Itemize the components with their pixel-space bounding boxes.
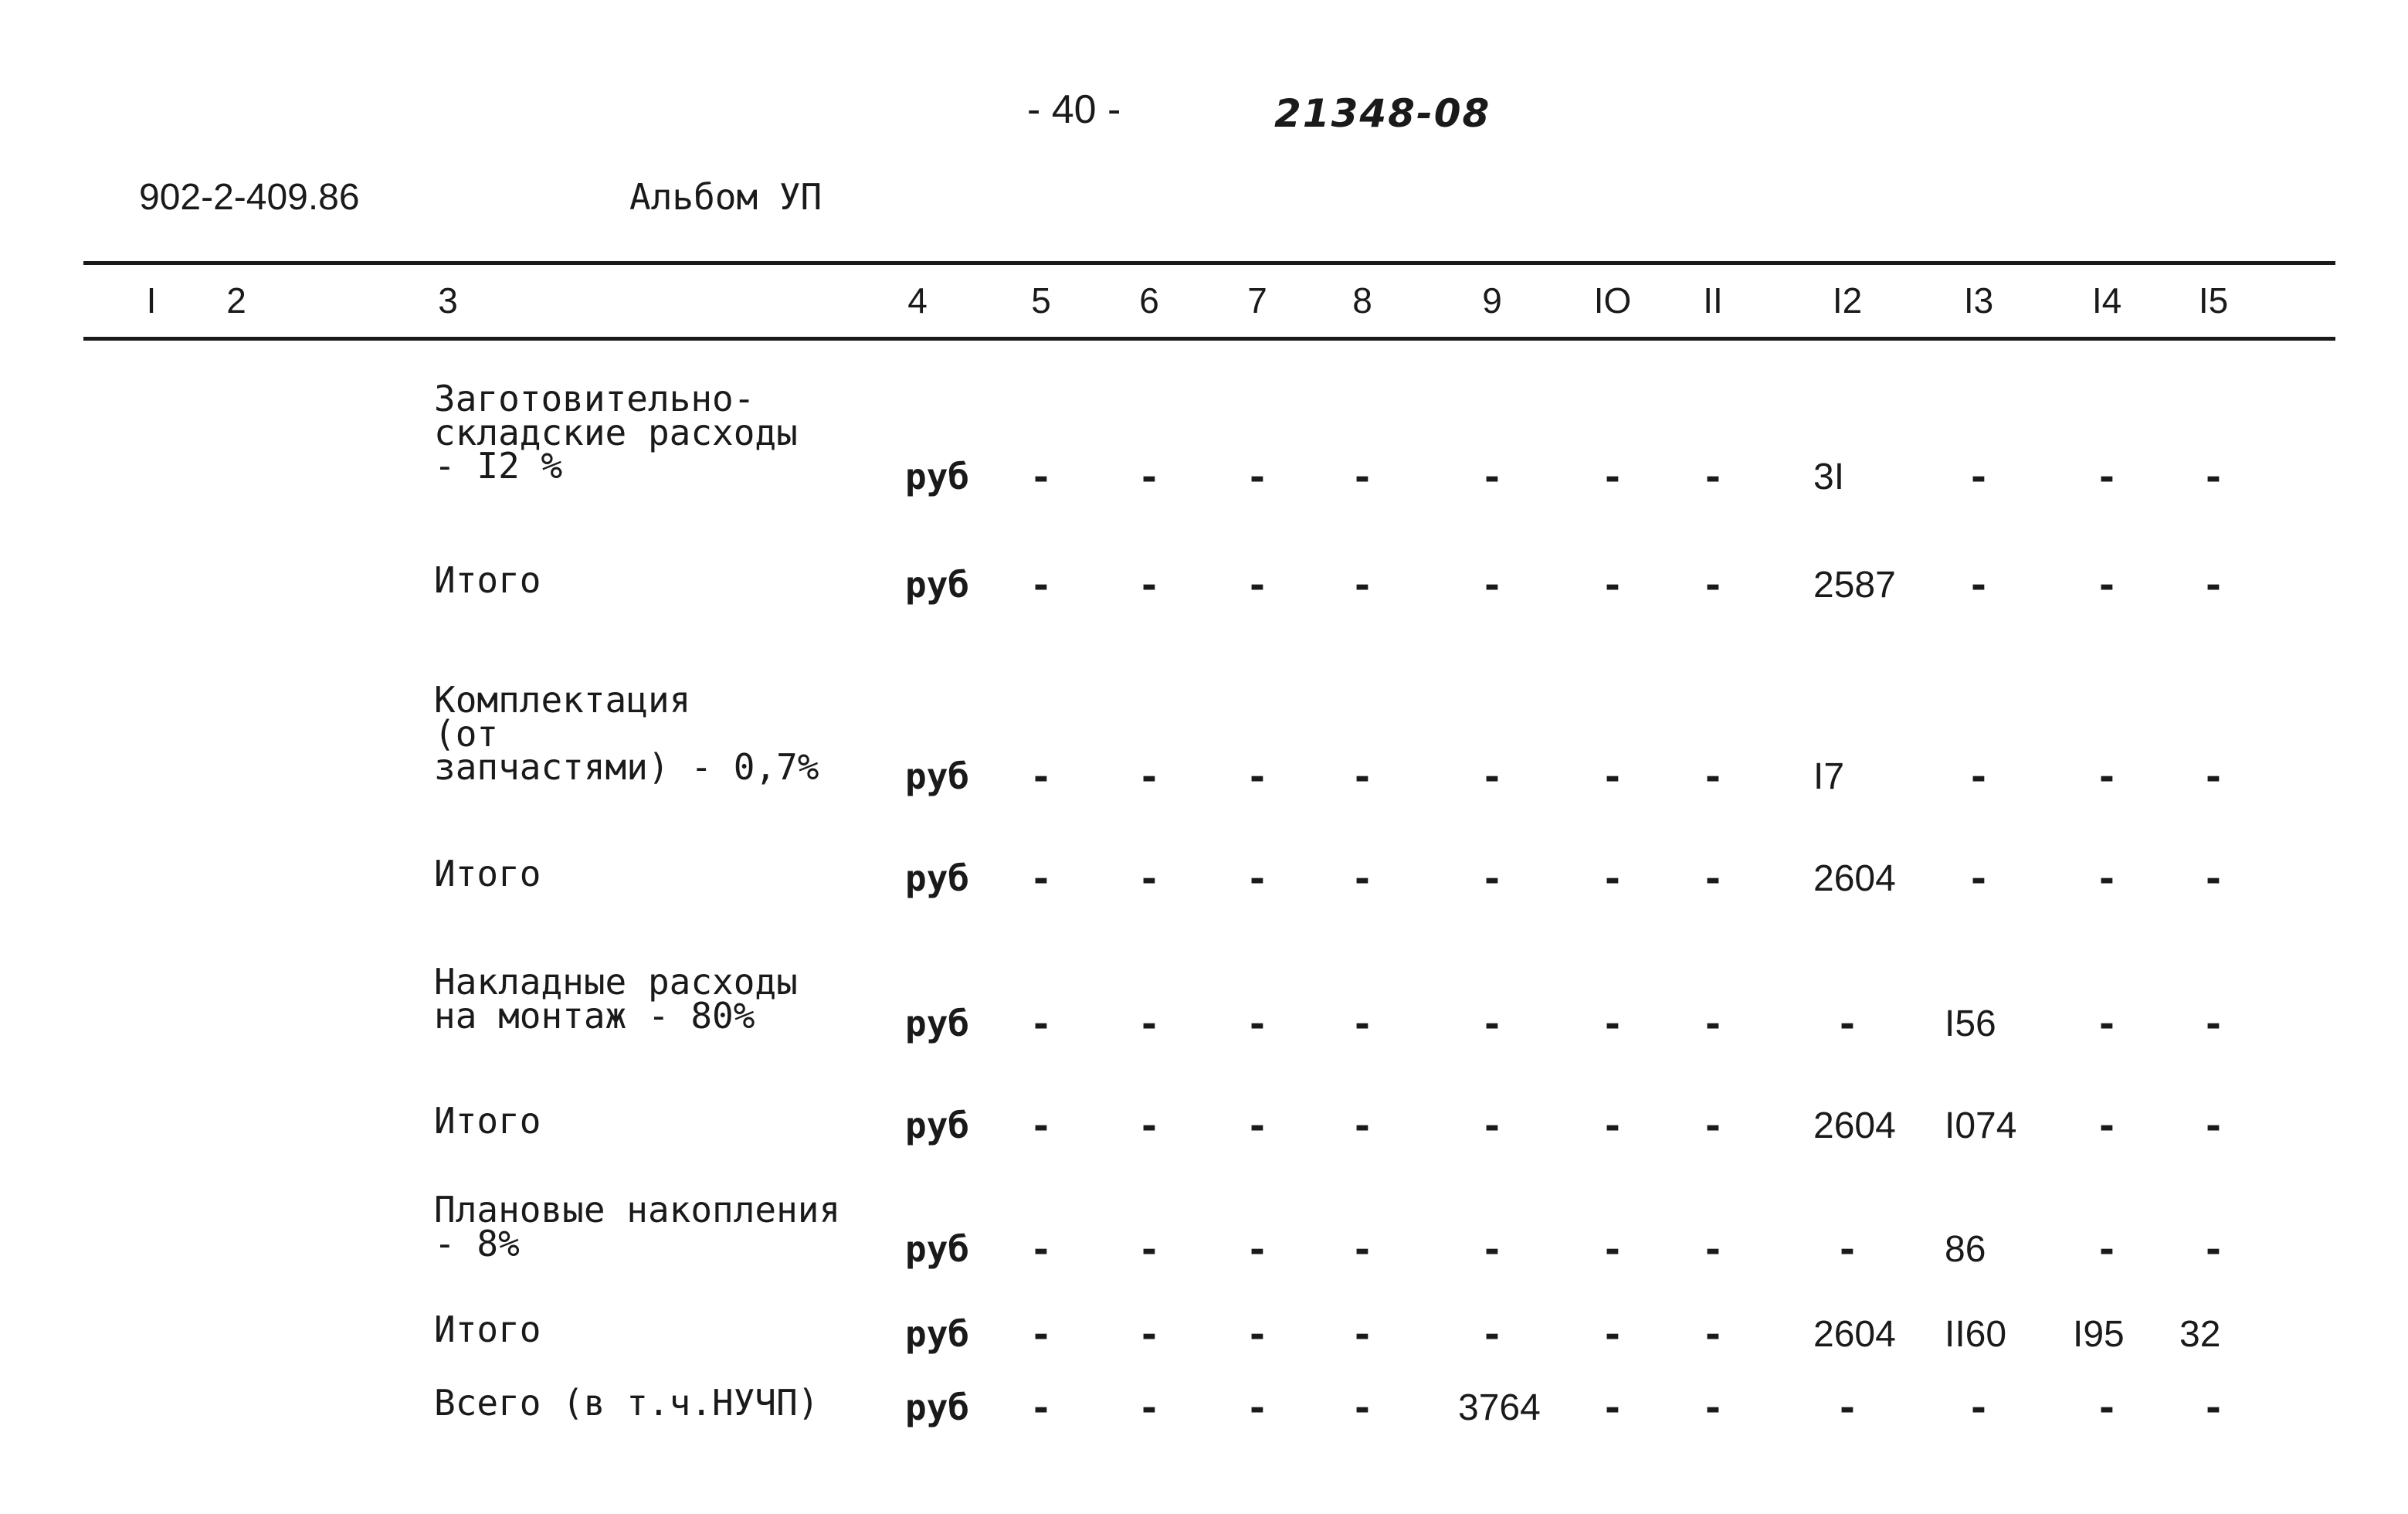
empty-cell-dash: - <box>2202 1387 2225 1430</box>
empty-cell-dash: - <box>1836 1387 1859 1430</box>
row-unit: руб <box>905 1105 970 1146</box>
empty-cell-dash: - <box>2202 456 2225 499</box>
row-unit: руб <box>905 564 970 606</box>
empty-cell-dash: - <box>1601 564 1624 607</box>
empty-cell-dash: - <box>2202 1003 2225 1046</box>
empty-cell-dash: - <box>1029 1313 1053 1356</box>
value-cell: 2587 <box>1813 565 1896 606</box>
empty-cell-dash: - <box>1967 857 1990 901</box>
album-label: Альбом УП <box>629 176 822 218</box>
value-cell: 86 <box>1945 1229 1986 1270</box>
empty-cell-dash: - <box>1480 1228 1504 1271</box>
empty-cell-dash: - <box>1246 1387 1269 1430</box>
column-header: I5 <box>2198 280 2229 321</box>
empty-cell-dash: - <box>1029 456 1053 499</box>
page-number: - 40 - <box>1027 87 1121 132</box>
empty-cell-dash: - <box>1246 857 1269 901</box>
empty-cell-dash: - <box>2202 1105 2225 1148</box>
empty-cell-dash: - <box>1138 456 1161 499</box>
empty-cell-dash: - <box>1246 1105 1269 1148</box>
empty-cell-dash: - <box>1351 564 1374 607</box>
empty-cell-dash: - <box>1246 1003 1269 1046</box>
row-unit: руб <box>905 1228 970 1270</box>
empty-cell-dash: - <box>1701 564 1725 607</box>
empty-cell-dash: - <box>1351 857 1374 901</box>
empty-cell-dash: - <box>1138 564 1161 607</box>
document-code: 902-2-409.86 <box>139 177 360 218</box>
value-cell: I95 <box>2073 1314 2125 1355</box>
empty-cell-dash: - <box>1701 1387 1725 1430</box>
empty-cell-dash: - <box>2095 1003 2118 1046</box>
empty-cell-dash: - <box>2095 1105 2118 1148</box>
row-unit: руб <box>905 1313 970 1355</box>
empty-cell-dash: - <box>1480 755 1504 799</box>
column-header: 4 <box>907 280 928 321</box>
empty-cell-dash: - <box>2202 857 2225 901</box>
value-cell: I7 <box>1813 756 1845 797</box>
value-cell: I56 <box>1945 1003 1996 1044</box>
empty-cell-dash: - <box>1601 755 1624 799</box>
empty-cell-dash: - <box>1601 1313 1624 1356</box>
column-header: 8 <box>1352 280 1372 321</box>
empty-cell-dash: - <box>1480 1003 1504 1046</box>
empty-cell-dash: - <box>1601 1003 1624 1046</box>
column-header: 3 <box>438 280 458 321</box>
row-unit: руб <box>905 1003 970 1044</box>
column-header: I4 <box>2091 280 2122 321</box>
empty-cell-dash: - <box>1480 564 1504 607</box>
empty-cell-dash: - <box>2095 857 2118 901</box>
empty-cell-dash: - <box>1701 755 1725 799</box>
column-header: 2 <box>226 280 246 321</box>
empty-cell-dash: - <box>1701 456 1725 499</box>
empty-cell-dash: - <box>1246 1313 1269 1356</box>
empty-cell-dash: - <box>1701 1313 1725 1356</box>
empty-cell-dash: - <box>2095 456 2118 499</box>
empty-cell-dash: - <box>1601 1228 1624 1271</box>
empty-cell-dash: - <box>1351 1105 1374 1148</box>
row-unit: руб <box>905 755 970 797</box>
column-header: II <box>1703 280 1723 321</box>
empty-cell-dash: - <box>1601 456 1624 499</box>
column-header: 5 <box>1031 280 1051 321</box>
empty-cell-dash: - <box>1138 1003 1161 1046</box>
empty-cell-dash: - <box>1246 456 1269 499</box>
row-unit: руб <box>905 857 970 899</box>
row-label: Итого <box>434 1100 541 1142</box>
empty-cell-dash: - <box>1480 1105 1504 1148</box>
row-label: Заготовительно- складские расходы - I2 % <box>434 378 798 487</box>
empty-cell-dash: - <box>1351 456 1374 499</box>
empty-cell-dash: - <box>2095 755 2118 799</box>
value-cell: 2604 <box>1813 1105 1896 1146</box>
value-cell: 3764 <box>1458 1387 1541 1428</box>
column-header: IO <box>1593 280 1632 321</box>
empty-cell-dash: - <box>1029 755 1053 799</box>
empty-cell-dash: - <box>1138 1313 1161 1356</box>
empty-cell-dash: - <box>1029 1003 1053 1046</box>
empty-cell-dash: - <box>1138 755 1161 799</box>
row-label: Накладные расходы на монтаж - 80% <box>434 961 798 1037</box>
empty-cell-dash: - <box>1029 564 1053 607</box>
empty-cell-dash: - <box>1351 1003 1374 1046</box>
empty-cell-dash: - <box>2095 1387 2118 1430</box>
value-cell: I074 <box>1945 1105 2017 1146</box>
empty-cell-dash: - <box>1029 1228 1053 1271</box>
table-top-rule <box>83 261 2335 265</box>
column-header: I2 <box>1832 280 1863 321</box>
row-unit: руб <box>905 456 970 497</box>
empty-cell-dash: - <box>1967 456 1990 499</box>
row-label: Плановые накопления - 8% <box>434 1189 841 1264</box>
column-header: 6 <box>1139 280 1159 321</box>
empty-cell-dash: - <box>1967 1387 1990 1430</box>
empty-cell-dash: - <box>1029 1387 1053 1430</box>
empty-cell-dash: - <box>1701 1228 1725 1271</box>
empty-cell-dash: - <box>1836 1003 1859 1046</box>
row-label: Всего (в т.ч.НУЧП) <box>434 1382 819 1424</box>
value-cell: II60 <box>1945 1314 2007 1355</box>
empty-cell-dash: - <box>1138 1228 1161 1271</box>
empty-cell-dash: - <box>1351 1228 1374 1271</box>
empty-cell-dash: - <box>1480 857 1504 901</box>
empty-cell-dash: - <box>1029 1105 1053 1148</box>
empty-cell-dash: - <box>1967 755 1990 799</box>
empty-cell-dash: - <box>1701 1003 1725 1046</box>
empty-cell-dash: - <box>1138 1105 1161 1148</box>
value-cell: 32 <box>2179 1314 2221 1355</box>
column-header: I <box>146 280 157 321</box>
column-header: 7 <box>1247 280 1267 321</box>
empty-cell-dash: - <box>1601 1387 1624 1430</box>
empty-cell-dash: - <box>1351 755 1374 799</box>
table-header-rule <box>83 337 2335 341</box>
column-header: I3 <box>1963 280 1994 321</box>
empty-cell-dash: - <box>1601 1105 1624 1148</box>
empty-cell-dash: - <box>1138 857 1161 901</box>
empty-cell-dash: - <box>1701 857 1725 901</box>
value-cell: 3I <box>1813 457 1845 497</box>
empty-cell-dash: - <box>1351 1313 1374 1356</box>
empty-cell-dash: - <box>2202 1228 2225 1271</box>
row-label: Итого <box>434 559 541 601</box>
value-cell: 2604 <box>1813 1314 1896 1355</box>
empty-cell-dash: - <box>1351 1387 1374 1430</box>
empty-cell-dash: - <box>1601 857 1624 901</box>
empty-cell-dash: - <box>2202 755 2225 799</box>
empty-cell-dash: - <box>1480 456 1504 499</box>
handwritten-code: 21348-08 <box>1274 91 1491 136</box>
row-label: Итого <box>434 853 541 894</box>
empty-cell-dash: - <box>2202 564 2225 607</box>
empty-cell-dash: - <box>1029 857 1053 901</box>
empty-cell-dash: - <box>1701 1105 1725 1148</box>
empty-cell-dash: - <box>1246 564 1269 607</box>
empty-cell-dash: - <box>1246 1228 1269 1271</box>
value-cell: 2604 <box>1813 858 1896 899</box>
empty-cell-dash: - <box>1480 1313 1504 1356</box>
row-label: Итого <box>434 1309 541 1350</box>
empty-cell-dash: - <box>1836 1228 1859 1271</box>
empty-cell-dash: - <box>1138 1387 1161 1430</box>
column-header: 9 <box>1482 280 1502 321</box>
empty-cell-dash: - <box>2095 564 2118 607</box>
empty-cell-dash: - <box>2095 1228 2118 1271</box>
row-label: Комплектация (от запчастями) - 0,7% <box>434 679 819 789</box>
empty-cell-dash: - <box>1246 755 1269 799</box>
row-unit: руб <box>905 1387 970 1428</box>
empty-cell-dash: - <box>1967 564 1990 607</box>
